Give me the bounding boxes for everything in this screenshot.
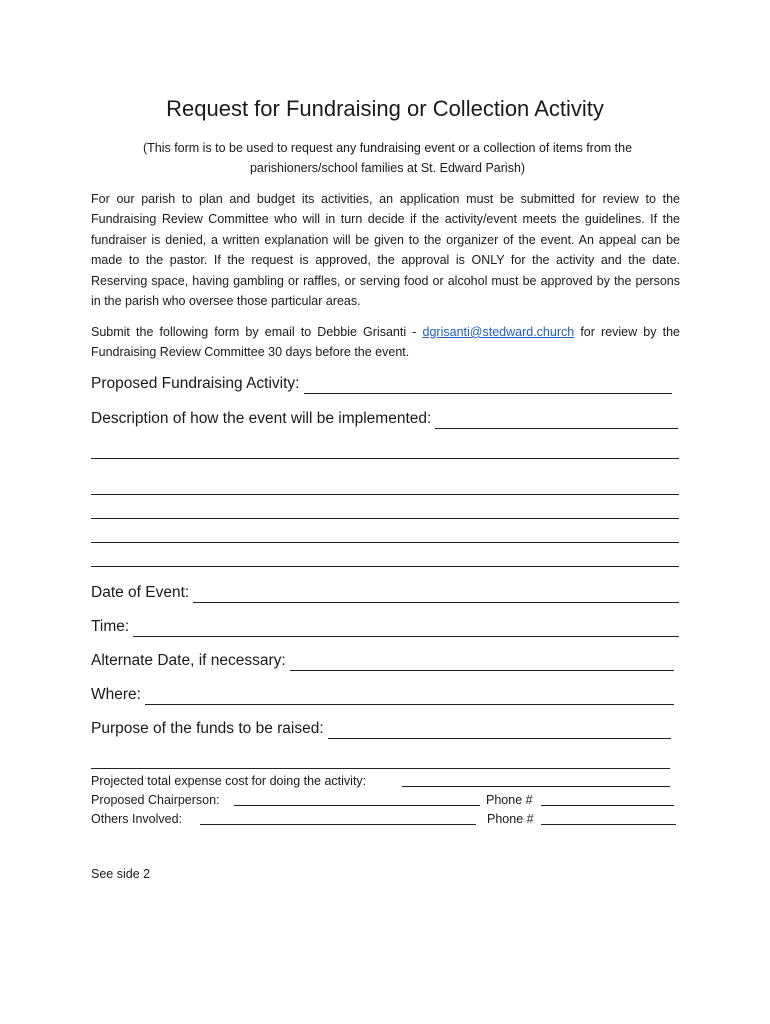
chairperson-label: Proposed Chairperson: (91, 793, 220, 807)
submit-text-before: Submit the following form by email to Debbie Grisanti - (91, 325, 423, 339)
others-involved-line[interactable] (200, 824, 476, 825)
intro-paragraph: For our parish to plan and budget its activities, an application must be submitted for review to the Fundraising Review Committee who will in turn decide if the activity/event meets the guidelines. If the fundraiser is denied, a written explanation will be given to the organizer of the event. An appeal can be made to the pastor. If the request is approved, the approval is ONLY for the activity and the date. Reserving space, having gambling or raffles, or serving food or alcohol must be approved by the persons in the parish who oversee those particular areas. (91, 192, 680, 309)
time-field (91, 617, 679, 637)
page-title: Request for Fundraising or Collection Activity (166, 96, 604, 121)
date-of-event-field (91, 583, 679, 603)
where-line[interactable] (145, 690, 674, 705)
purpose-label: Purpose of the funds to be raised: (91, 720, 324, 737)
description-line[interactable] (435, 414, 678, 429)
purpose-blank-line[interactable] (91, 768, 670, 769)
footer-note: See side 2 (91, 867, 151, 881)
where-field (91, 685, 674, 705)
projected-cost-line[interactable] (402, 786, 670, 787)
purpose-line[interactable] (328, 724, 671, 739)
others-phone-label: Phone # (487, 812, 534, 826)
others-phone-line[interactable] (541, 824, 676, 825)
proposed-activity-field (91, 374, 672, 394)
description-blank-line-3[interactable] (91, 518, 679, 519)
proposed-activity-line[interactable] (304, 379, 673, 394)
description-blank-line-1[interactable] (91, 458, 679, 459)
description-blank-line-5[interactable] (91, 566, 679, 567)
description-field (91, 409, 678, 429)
submit-text-after: for review by the Fundraising Review Committee 30 days before the event. (91, 325, 680, 360)
alternate-date-label: Alternate Date, if necessary: (91, 652, 286, 669)
proposed-activity-label: Proposed Fundraising Activity: (91, 375, 300, 392)
purpose-field (91, 719, 671, 739)
time-label: Time: (91, 618, 130, 635)
projected-cost-label: Projected total expense cost for doing the activity: (91, 774, 367, 788)
date-of-event-line[interactable] (193, 588, 679, 603)
chairperson-line[interactable] (234, 805, 480, 806)
description-blank-line-4[interactable] (91, 542, 679, 543)
form-subtitle: (This form is to be used to request any fundraising event or a collection of items from the parishioners/school families at St. Edward Parish) (142, 141, 633, 175)
submit-instructions (91, 322, 680, 363)
others-involved-label: Others Involved: (91, 812, 183, 826)
time-line[interactable] (133, 622, 679, 637)
email-link[interactable]: dgrisanti@stedward.church (422, 325, 575, 339)
alternate-date-line[interactable] (290, 656, 674, 671)
chair-phone-label: Phone # (486, 793, 533, 807)
description-blank-line-2[interactable] (91, 494, 679, 495)
date-of-event-label: Date of Event: (91, 584, 190, 601)
chair-phone-line[interactable] (541, 805, 674, 806)
where-label: Where: (91, 686, 141, 703)
alternate-date-field (91, 651, 674, 671)
description-label: Description of how the event will be implemented: (91, 410, 432, 427)
